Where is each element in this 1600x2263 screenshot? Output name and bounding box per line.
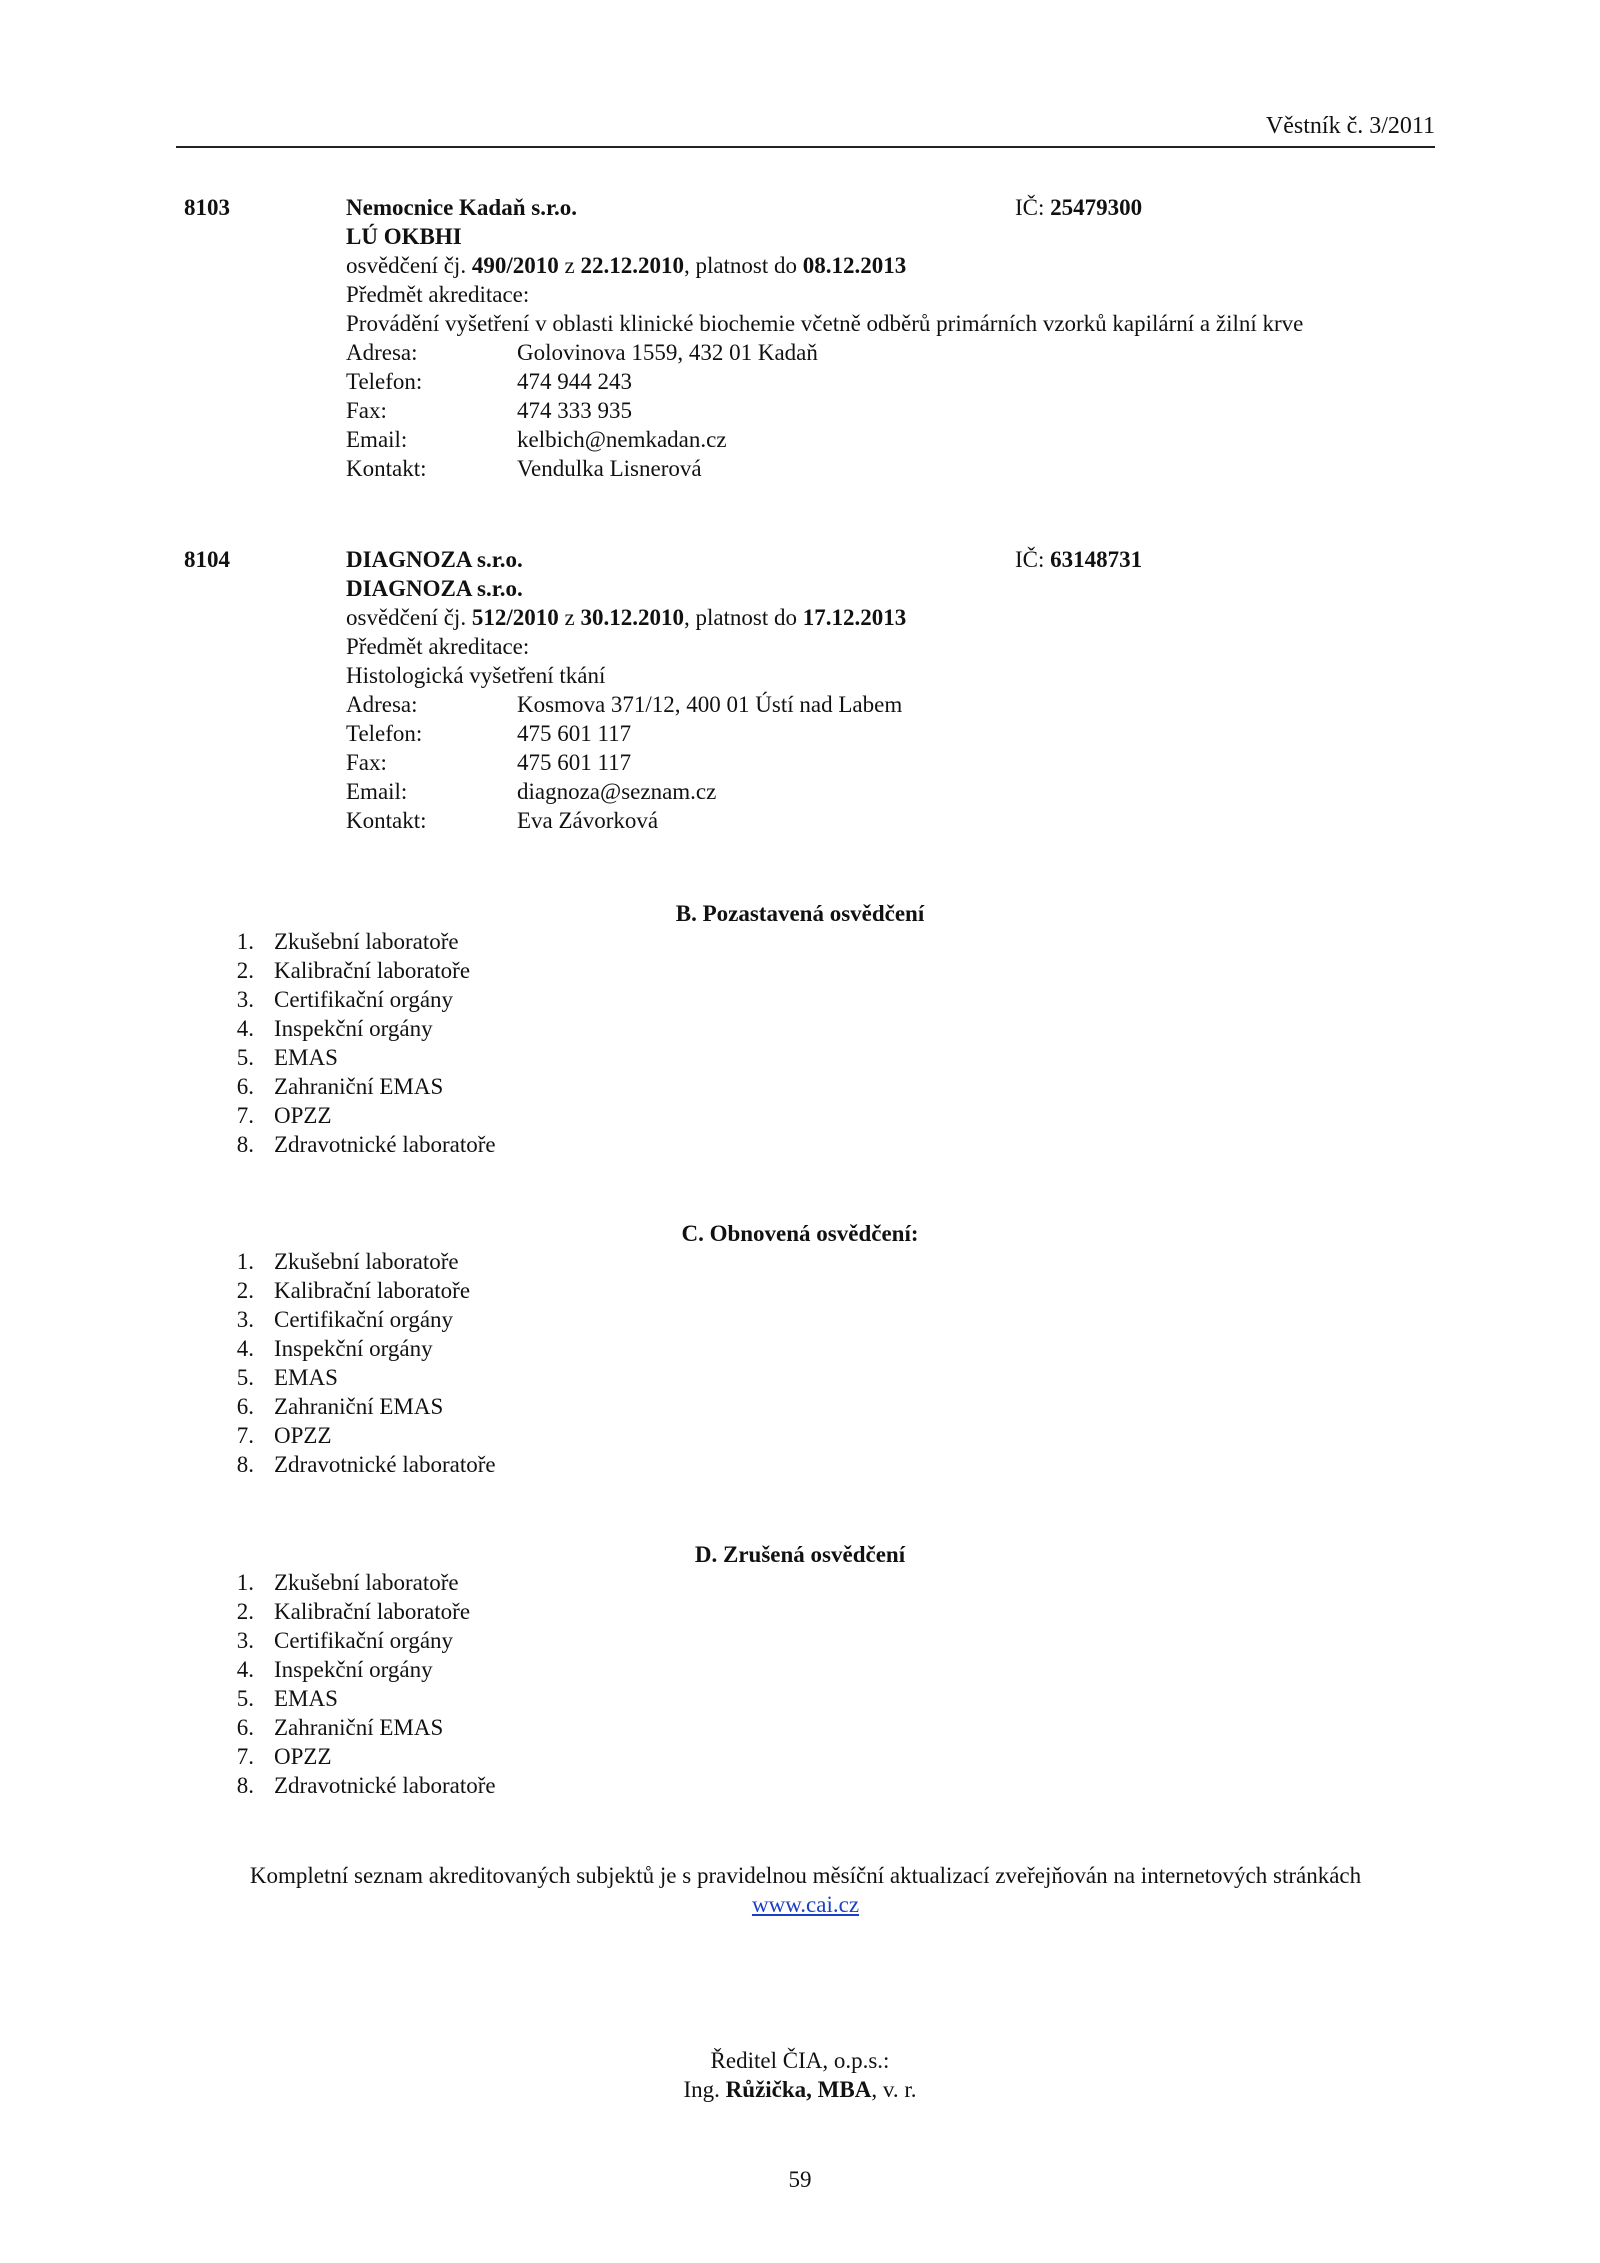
page-number: 59 bbox=[788, 2167, 812, 2192]
list-item: 5. EMAS bbox=[236, 1365, 338, 1390]
list-item: 7. OPZZ bbox=[236, 1744, 332, 1769]
footer-note bbox=[176, 1861, 1435, 1919]
entry-subname: DIAGNOZA s.r.o. bbox=[346, 576, 523, 601]
list-item: 8. Zdravotnické laboratoře bbox=[236, 1773, 496, 1798]
field-email: Email: diagnoza@seznam.cz bbox=[346, 779, 717, 804]
entry-number: 8103 bbox=[184, 195, 230, 220]
entry-number: 8104 bbox=[184, 547, 230, 572]
field-email: Email: kelbich@nemkadan.cz bbox=[346, 427, 727, 452]
signature-title: Ředitel ČIA, o.p.s.: bbox=[710, 2048, 890, 2073]
subject-label: Předmět akreditace: bbox=[346, 282, 530, 307]
signature-name: Ing. Růžička, MBA, v. r. bbox=[683, 2077, 917, 2102]
certificate-line: osvědčení čj. 512/2010 z 30.12.2010, platnost do 17.12.2013 bbox=[346, 605, 907, 630]
field-phone: Telefon: 474 944 243 bbox=[346, 369, 632, 394]
field-address: Adresa: Golovinova 1559, 432 01 Kadaň bbox=[346, 340, 818, 365]
entry-name: DIAGNOZA s.r.o. bbox=[346, 547, 523, 572]
list-item: 3. Certifikační orgány bbox=[236, 1628, 454, 1653]
field-contact: Kontakt: Eva Závorková bbox=[346, 808, 659, 833]
subject-label: Předmět akreditace: bbox=[346, 634, 530, 659]
footer-note-text: Kompletní seznam akreditovaných subjektů je s pravidelnou měsíční aktualizací zveřejňován na internetových stránkách bbox=[249, 1863, 1362, 1888]
list-item: 7. OPZZ bbox=[236, 1423, 332, 1448]
signature-block bbox=[0, 2046, 1600, 2104]
header-title: Věstník č. 3/2011 bbox=[1265, 113, 1435, 139]
field-phone: Telefon: 475 601 117 bbox=[346, 721, 632, 746]
list-item: 2. Kalibrační laboratoře bbox=[236, 958, 471, 983]
section-title-b: B. Pozastavená osvědčení bbox=[675, 901, 925, 926]
ic-number: IČ: 63148731 bbox=[1015, 547, 1143, 572]
section-title-d: D. Zrušená osvědčení bbox=[694, 1542, 906, 1567]
list-item: 1. Zkušební laboratoře bbox=[236, 929, 459, 954]
entry-name: Nemocnice Kadaň s.r.o. bbox=[346, 195, 578, 220]
page-header bbox=[176, 112, 1435, 148]
entry-body bbox=[346, 545, 1426, 835]
website-link[interactable]: www.cai.cz bbox=[751, 1892, 860, 1917]
list-item: 1. Zkušební laboratoře bbox=[236, 1570, 459, 1595]
list-item: 4. Inspekční orgány bbox=[236, 1336, 433, 1361]
section-title-c: C. Obnovená osvědčení: bbox=[681, 1221, 919, 1246]
subject-text: Histologická vyšetření tkání bbox=[346, 663, 606, 688]
ic-number: IČ: 25479300 bbox=[1015, 195, 1143, 220]
field-contact: Kontakt: Vendulka Lisnerová bbox=[346, 456, 702, 481]
list-item: 5. EMAS bbox=[236, 1686, 338, 1711]
list-item: 6. Zahraniční EMAS bbox=[236, 1074, 444, 1099]
field-address: Adresa: Kosmova 371/12, 400 01 Ústí nad Labem bbox=[346, 692, 903, 717]
field-fax: Fax: 474 333 935 bbox=[346, 398, 632, 423]
list-item: 3. Certifikační orgány bbox=[236, 987, 454, 1012]
list-item: 4. Inspekční orgány bbox=[236, 1657, 433, 1682]
section-list-d bbox=[214, 1568, 496, 1800]
list-item: 5. EMAS bbox=[236, 1045, 338, 1070]
section-list-b bbox=[214, 927, 496, 1159]
field-fax: Fax: 475 601 117 bbox=[346, 750, 632, 775]
section-list-c bbox=[214, 1247, 496, 1479]
certificate-line: osvědčení čj. 490/2010 z 22.12.2010, platnost do 08.12.2013 bbox=[346, 253, 907, 278]
entry-body bbox=[346, 193, 1426, 483]
subject-text: Provádění vyšetření v oblasti klinické biochemie včetně odběrů primárních vzorků kapilární a žilní krve bbox=[346, 311, 1304, 336]
list-item: 6. Zahraniční EMAS bbox=[236, 1394, 444, 1419]
list-item: 2. Kalibrační laboratoře bbox=[236, 1599, 471, 1624]
entry-subname: LÚ OKBHI bbox=[346, 224, 462, 249]
list-item: 3. Certifikační orgány bbox=[236, 1307, 454, 1332]
list-item: 1. Zkušební laboratoře bbox=[236, 1249, 459, 1274]
list-item: 8. Zdravotnické laboratoře bbox=[236, 1132, 496, 1157]
list-item: 8. Zdravotnické laboratoře bbox=[236, 1452, 496, 1477]
list-item: 4. Inspekční orgány bbox=[236, 1016, 433, 1041]
list-item: 2. Kalibrační laboratoře bbox=[236, 1278, 471, 1303]
list-item: 6. Zahraniční EMAS bbox=[236, 1715, 444, 1740]
list-item: 7. OPZZ bbox=[236, 1103, 332, 1128]
